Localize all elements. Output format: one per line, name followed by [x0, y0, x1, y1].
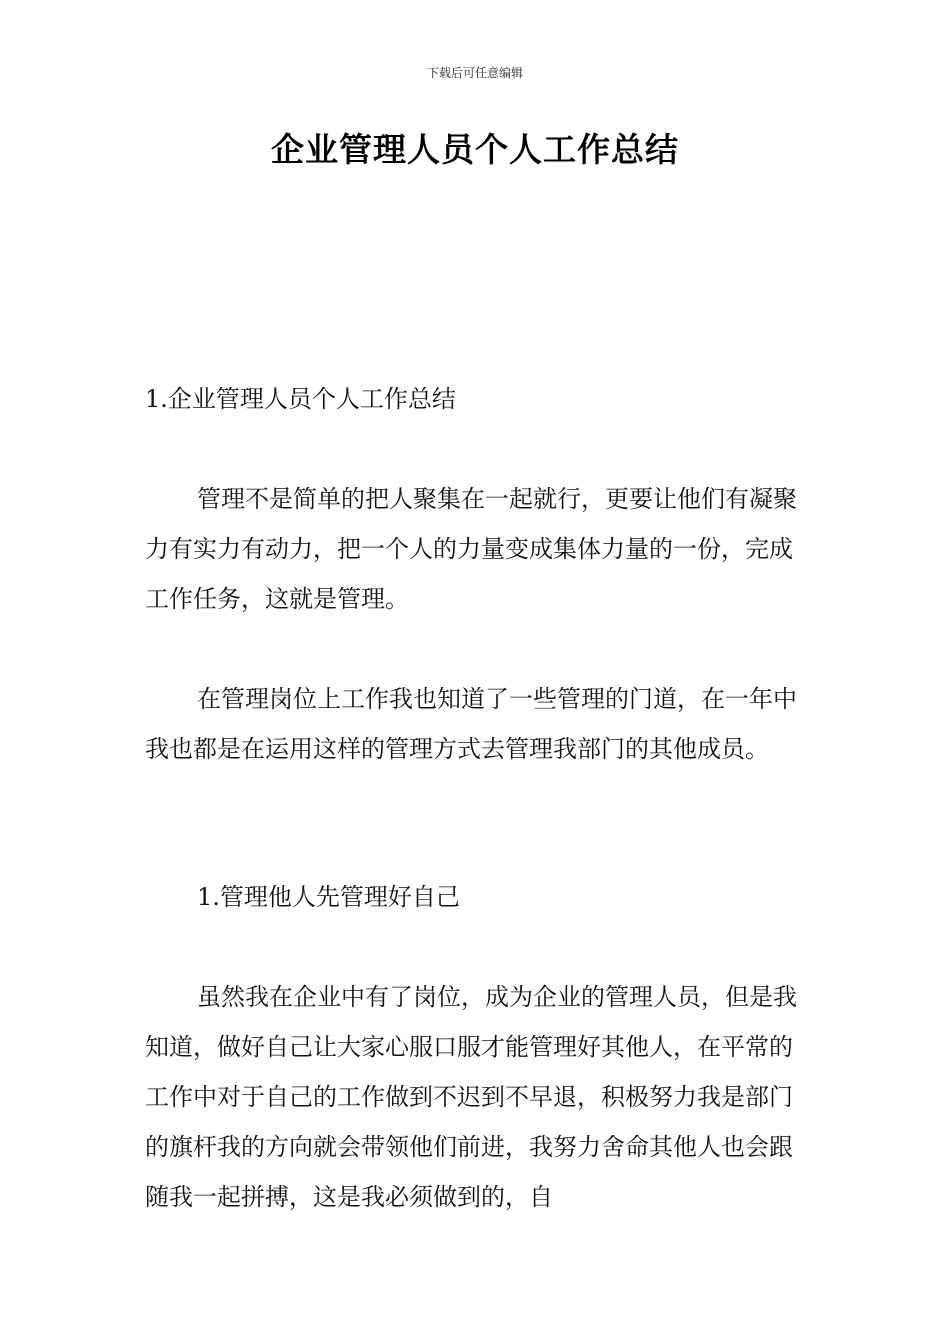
paragraph-1: 管理不是简单的把人聚集在一起就行，更要让他们有凝聚力有实力有动力，把一个人的力量变成集体力量的一份，完成工作任务，这就是管理。 — [145, 485, 797, 613]
document-title: 企业管理人员个人工作总结 — [271, 130, 679, 169]
paragraph-3: 虽然我在企业中有了岗位，成为企业的管理人员，但是我知道，做好自己让大家心服口服才能管理好其他人，在平常的工作中对于自己的工作做到不迟到不早退，积极努力我是部门的旗杆我的方向就会带领他们前进，我努力舍命其他人也会跟随我一起拼搏，这是我必须做到的，自 — [145, 983, 797, 1211]
paragraph-2: 在管理岗位上工作我也知道了一些管理的门道，在一年中我也都是在运用这样的管理方式去管理我部门的其他成员。 — [145, 685, 797, 763]
sub-heading: 1.管理他人先管理好自己 — [197, 883, 460, 911]
header-note: 下载后可任意编辑 — [426, 66, 523, 80]
section-heading: 1.企业管理人员个人工作总结 — [145, 385, 456, 413]
